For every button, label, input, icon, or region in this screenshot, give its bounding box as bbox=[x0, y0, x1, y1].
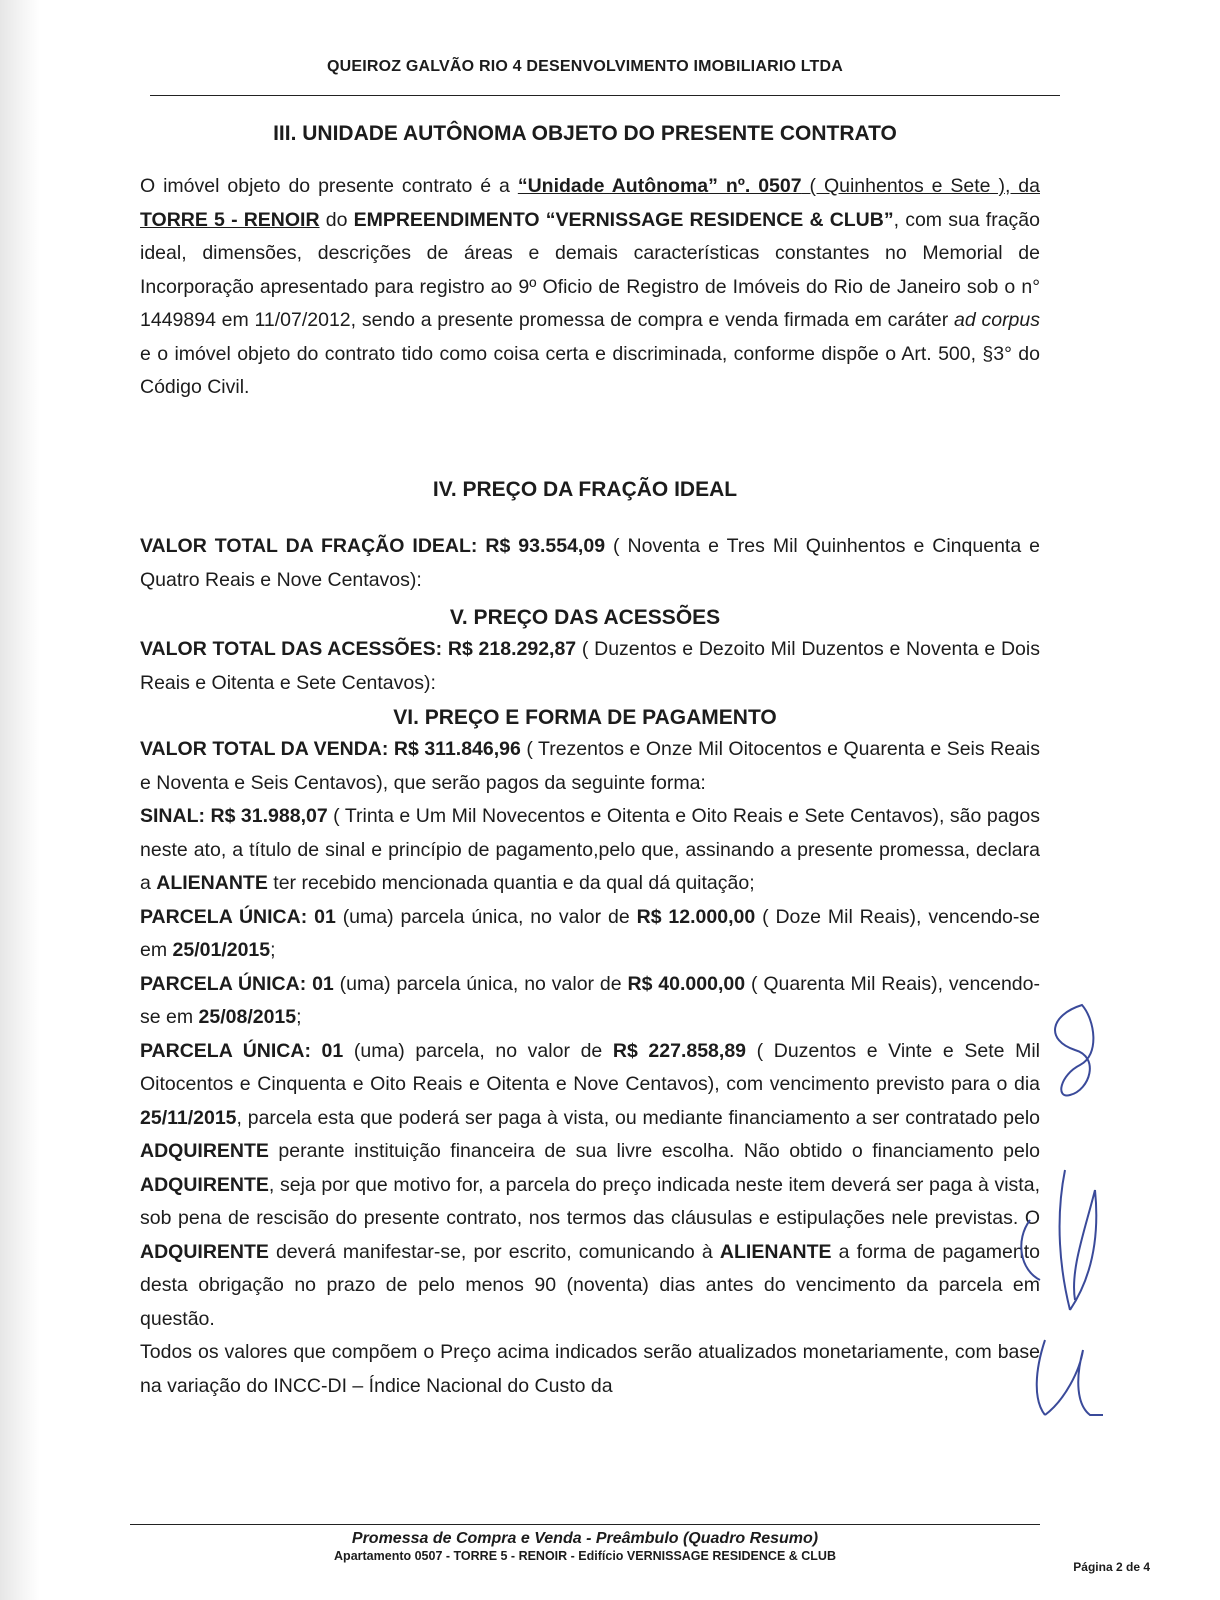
text: ter recebido mencionada quantia e da qual dá quitação; bbox=[267, 872, 755, 894]
text: ( Trinta e Um Mil Novecentos e Oitenta e Oito Reais e Sete Centavos), são pagos neste ato, a título de sinal e princípio de pagamento,pelo que, assinando a presente promessa, declara a bbox=[140, 805, 1040, 894]
party-alienante: ALIENANTE bbox=[719, 1240, 832, 1263]
footer bbox=[130, 1530, 1040, 1563]
footer-title: Promessa de Compra e Venda - Preâmbulo (Quadro Resumo) bbox=[351, 1530, 819, 1547]
party-adquirente: ADQUIRENTE bbox=[140, 1173, 269, 1196]
text: deverá manifestar-se, por escrito, comunicando à bbox=[268, 1240, 720, 1263]
signature-initial-3 bbox=[1025, 1330, 1115, 1430]
text: ( Duzentos e Dezoito Mil Duzentos e Noventa e Dois Reais e Oitenta e Sete Centavos): bbox=[140, 638, 1040, 694]
text: (uma) parcela única, no valor de bbox=[333, 972, 628, 995]
section-5-paragraph bbox=[140, 633, 1040, 700]
section-4-paragraph bbox=[140, 530, 1040, 597]
installment-1-date: 25/01/2015 bbox=[172, 939, 271, 961]
down-payment: SINAL: R$ 31.988,07 bbox=[140, 805, 328, 827]
footer-rule bbox=[130, 1524, 1040, 1525]
header-rule bbox=[150, 95, 1060, 96]
text: ( Duzentos e Vinte e Sete Mil Oitocentos e Cinquenta e Oito Reais e Oitenta e Nove Centavos), com vencimento previsto para o dia bbox=[140, 1039, 1040, 1095]
installment-3-date: 25/11/2015 bbox=[140, 1106, 237, 1129]
text: ( Doze Mil Reais), vencendo-se em bbox=[140, 905, 1040, 961]
party-adquirente: ADQUIRENTE bbox=[140, 1140, 269, 1162]
installment-2-value: R$ 40.000,00 bbox=[627, 972, 746, 995]
text: e o imóvel objeto do contrato tido como coisa certa e discriminada, conforme dispõe o Art. 500, §3° do Código Civil. bbox=[140, 342, 1040, 398]
text: perante instituição financeira de sua livre escolha. Não obtido o financiamento pelo bbox=[268, 1140, 1040, 1162]
party-adquirente: ADQUIRENTE bbox=[140, 1240, 269, 1263]
company-header: QUEIROZ GALVÃO RIO 4 DESENVOLVIMENTO IMOBILIARIO LTDA bbox=[326, 58, 844, 75]
page-edge-shadow bbox=[0, 0, 40, 1600]
text: do bbox=[319, 208, 354, 231]
text: ( Quarenta Mil Reais), vencendo-se em bbox=[140, 972, 1040, 1028]
text: , seja por que motivo for, a parcela do preço indicada neste item deverá ser paga à vista, sob pena de rescisão do presente contrato, nos termos das cláusulas e estipulações nele previstas. O bbox=[140, 1173, 1040, 1229]
installment-3-label: PARCELA ÚNICA: 01 bbox=[140, 1039, 344, 1062]
section-6-paragraph: VALOR TOTAL DA VENDA: R$ 311.846,96 ( Trezentos e Onze Mil Oitocentos e Quarenta e Seis Reais e Noventa e Seis Centavos), que serão pagos da seguinte forma: SINAL: R$ 31.988,07 ( Trinta e Um Mil Novecentos e Oitenta e Oito Reais e Sete Centavos), são pagos neste ato, a título de sinal e princípio de pagamento,pelo que, assinando a presente promessa, declara a ALIENANTE ter recebido mencionada quantia e da qual dá quitação; PARCELA ÚNICA: 01 (uma) parcela única, no valor de R$ 12.000,00 ( Doze Mil Reais), vencendo-se em 25/01/2015; PARCELA ÚNICA: 01 (uma) parcela única, no valor de R$ 40.000,00 ( Quarenta Mil Reais), vencendo-se em 25/08/2015; PARCELA ÚNICA: 01 (uma) parcela, no valor de R$ 227.858,89 ( Duzentos e Vinte e Sete Mil Oitocentos e Cinquenta e Oito Reais e Oitenta e Nove Centavos), com vencimento previsto para o dia 25/11/2015, parcela esta que poderá ser paga à vista, ou mediante financiamento a ser contratado pelo ADQUIRENTE perante instituição financeira de sua livre escolha. Não obtido o financiamento pelo ADQUIRENTE, seja por que motivo for, a parcela do preço indicada neste item deverá ser paga à vista, sob pena de rescisão do presente contrato, nos termos das cláusulas e estipulações nele previstas. O ADQUIRENTE deverá manifestar-se, por escrito, comunicando à ALIENANTE a forma de pagamento desta obrigação no prazo de pelo menos 90 (noventa) dias antes do vencimento da parcela em questão. Todos os valores que compõem o Preço acima indicados serão atualizados monetariamente, com base na variação do INCC-DI – Índice Nacional do Custo da bbox=[140, 738, 1040, 1397]
enterprise-name: EMPREENDIMENTO “VERNISSAGE RESIDENCE & CLUB” bbox=[353, 208, 894, 231]
document-page bbox=[130, 40, 1040, 1580]
signature-initial-2 bbox=[1015, 1160, 1115, 1330]
fraction-total: VALOR TOTAL DA FRAÇÃO IDEAL: R$ 93.554,09 bbox=[140, 535, 606, 557]
text: a forma de pagamento desta obrigação no prazo de pelo menos 90 (noventa) dias antes do vencimento da parcela em questão. bbox=[140, 1240, 1040, 1330]
installment-3-value: R$ 227.858,89 bbox=[612, 1039, 747, 1062]
text: ( Noventa e Tres Mil Quinhentos e Cinquenta e Quatro Reais e Nove Centavos): bbox=[140, 535, 1040, 591]
section-3-paragraph bbox=[140, 170, 1040, 405]
unit-number: “Unidade Autônoma” nº. 0507 bbox=[517, 175, 802, 197]
text: (uma) parcela única, no valor de bbox=[335, 905, 637, 928]
text: Todos os valores que compõem o Preço acima indicados serão atualizados monetariamente, com base na variação do INCC-DI – Índice Nacional do Custo da bbox=[140, 1341, 1040, 1397]
section-title-6: VI. PREÇO E FORMA DE PAGAMENTO bbox=[393, 706, 777, 729]
page-number: Página 2 de 4 bbox=[1073, 1560, 1150, 1574]
installment-1-value: R$ 12.000,00 bbox=[636, 905, 756, 928]
section-title-4: IV. PREÇO DA FRAÇÃO IDEAL bbox=[432, 478, 738, 501]
section-title-5: V. PREÇO DAS ACESSÕES bbox=[449, 606, 721, 629]
installment-1-label: PARCELA ÚNICA: 01 bbox=[140, 905, 336, 928]
sale-total: VALOR TOTAL DA VENDA: R$ 311.846,96 bbox=[140, 738, 521, 760]
text: ( Quinhentos e Sete ), da bbox=[801, 175, 1040, 197]
tower-name: TORRE 5 - RENOIR bbox=[140, 208, 320, 231]
footer-subtitle: Apartamento 0507 - TORRE 5 - RENOIR - Edifício VERNISSAGE RESIDENCE & CLUB bbox=[334, 1549, 836, 1563]
installment-2-date: 25/08/2015 bbox=[198, 1006, 297, 1028]
party-alienante: ALIENANTE bbox=[156, 872, 268, 894]
text: , parcela esta que poderá ser paga à vista, ou mediante financiamento a ser contratado pelo bbox=[236, 1106, 1040, 1129]
section-title-3: III. UNIDADE AUTÔNOMA OBJETO DO PRESENTE CONTRATO bbox=[273, 122, 897, 145]
signature-initial-1 bbox=[1030, 995, 1110, 1105]
installment-2-label: PARCELA ÚNICA: 01 bbox=[140, 972, 334, 995]
text: (uma) parcela, no valor de bbox=[343, 1039, 613, 1062]
text: , com sua fração ideal, dimensões, descrições de áreas e demais características constantes no Memorial de Incorporação apresentado para registro ao 9º Oficio de Registro de Imóveis do Rio de Janeiro sob o n° 1449894 em 11/07/2012, sendo a presente promessa de compra e venda firmada em caráter bbox=[140, 208, 1040, 331]
accessions-total: VALOR TOTAL DAS ACESSÕES: R$ 218.292,87 bbox=[140, 638, 577, 660]
text: ( Trezentos e Onze Mil Oitocentos e Quarenta e Seis Reais e Noventa e Seis Centavos), que serão pagos da seguinte forma: bbox=[140, 738, 1040, 794]
text: O imóvel objeto do presente contrato é a bbox=[140, 175, 518, 197]
ad-corpus: ad corpus bbox=[954, 309, 1040, 331]
